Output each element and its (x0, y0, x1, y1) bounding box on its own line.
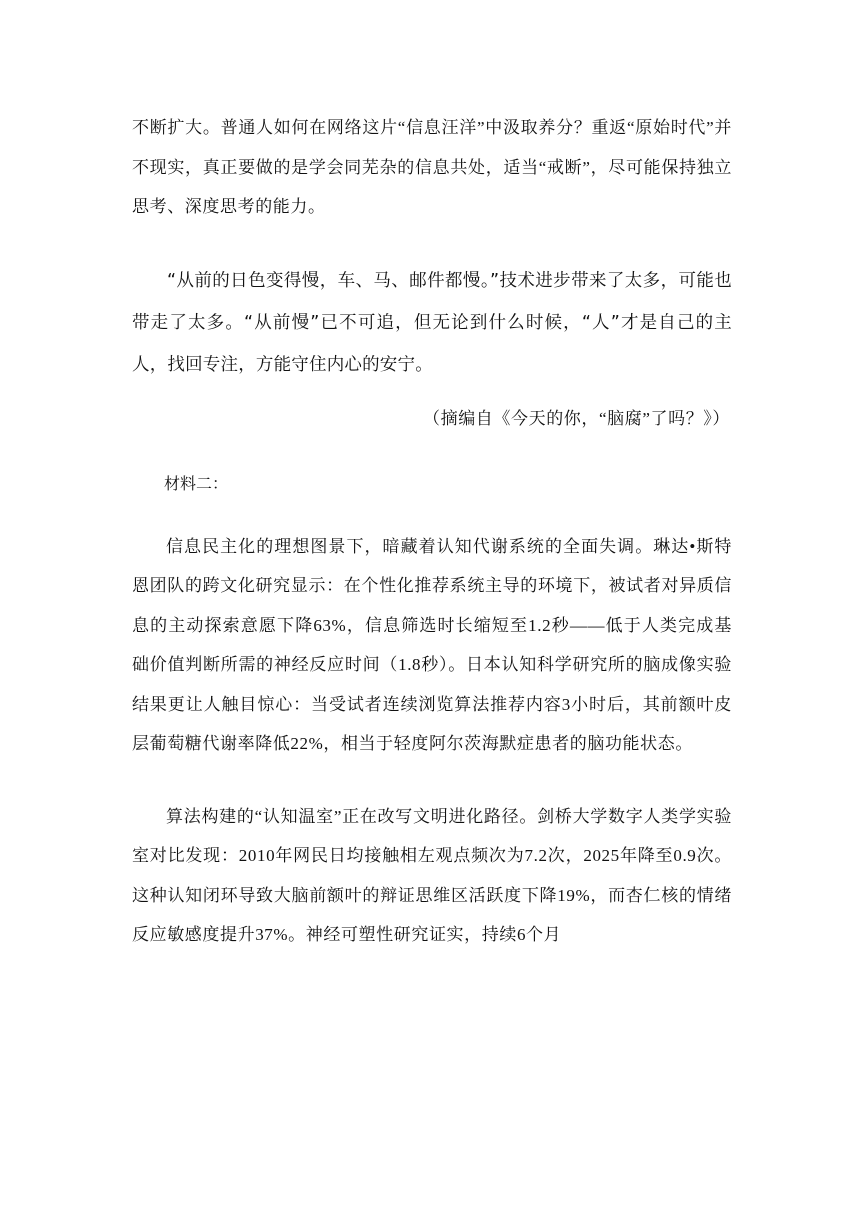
document-page (132, 108, 732, 955)
paragraph-4: 算法构建的“认知温室”正在改写文明进化路径。剑桥大学数字人类学实验室对比发现：2010年网民日均接触相左观点频次为7.2次，2025年降至0.9次。这种认知闭环导致大脑前额叶的辩证思维区活跃度下降19%，而杏仁核的情绪反应敏感度提升37%。神经可塑性研究证实，持续6个月 (132, 806, 732, 944)
paragraph-2: “从前的日色变得慢，车、马、邮件都慢。”技术进步带来了太多，可能也带走了太多。“从前慢”已不可追，但无论到什么时候，“人”才是自己的主人，找回专注，方能守住内心的安宁。 (132, 270, 732, 375)
paragraph-1: 不断扩大。普通人如何在网络这片“信息汪洋”中汲取养分？重返“原始时代”并不现实，真正要做的是学会同芜杂的信息共处，适当“戒断”，尽可能保持独立思考、深度思考的能力。 (132, 118, 732, 216)
section-heading: 材料二： (164, 473, 229, 493)
paragraph-3: 信息民主化的理想图景下，暗藏着认知代谢系统的全面失调。琳达•斯特恩团队的跨文化研究显示：在个性化推荐系统主导的环境下，被试者对异质信息的主动探索意愿下降63%，信息筛选时长缩短至1.2秒——低于人类完成基础价值判断所需的神经反应时间（1.8秒）。日本认知科学研究所的脑成像实验结果更让人触目惊心：当受试者连续浏览算法推荐内容3小时后，其前额叶皮层葡萄糖代谢率降低22%，相当于轻度阿尔茨海默症患者的脑功能状态。 (132, 536, 732, 753)
source-note: （摘编自《今天的你，“脑腐”了吗？》） (423, 408, 730, 428)
